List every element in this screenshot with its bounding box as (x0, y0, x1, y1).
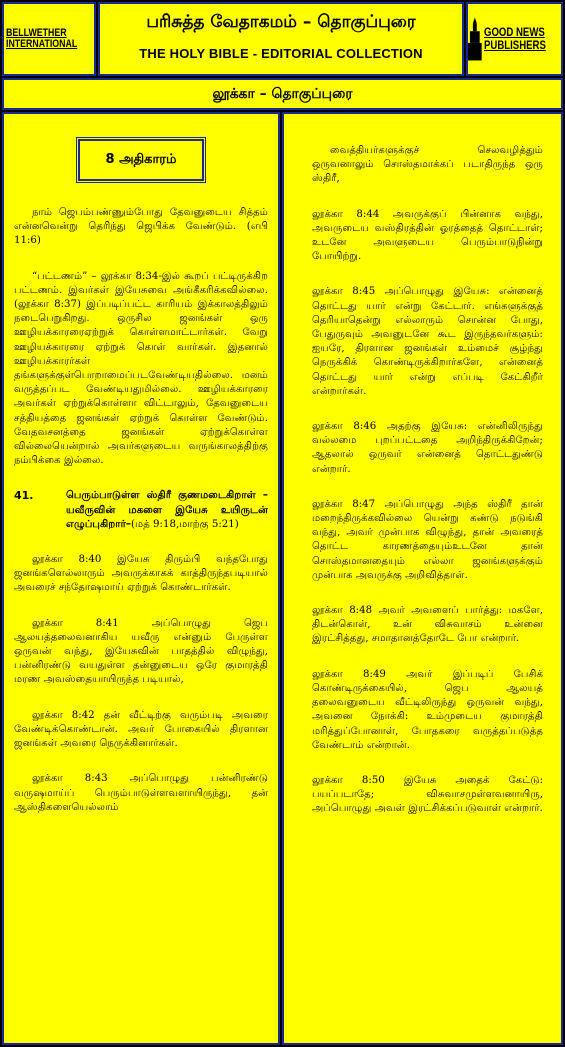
verse-paragraph: லூக்கா 8:43 அப்பொழுது பன்னிரண்டு வருஷமாய்ப் பெரும்பாடுள்ளவளாயிருந்து, தன் ஆஸ்திகளையெல்லாம் (14, 773, 268, 813)
verse-paragraph: லூக்கா 8:40 இயேசு திரும்பி வந்தபோது ஜனங்களெல்லாரும் அவருக்காகக் காத்திருந்தபடியால் அவரைச் சந்தோஷமாய் ஏற்றுக் கொண்டார்கள். (14, 554, 268, 594)
section-heading (14, 489, 268, 532)
right-column-box (282, 112, 563, 1045)
goodnews-logo-text (484, 26, 546, 52)
goodnews-logo-icon (468, 17, 482, 61)
left-column-box (2, 112, 280, 1045)
left-column (14, 206, 268, 1043)
subtitle: லூக்கா – தொகுப்புரை (212, 86, 353, 102)
title-tamil: பரிசுத்த வேதாகமம் – தொகுப்புரை (146, 12, 416, 32)
goodnews-logo-box (466, 2, 563, 76)
verse-paragraph: வைத்தியர்களுக்குச் செலவழித்தும் ஒருவனாலும் சொஸ்தமாக்கப் படாதிருந்த ஒரு ஸ்திரீ, (312, 145, 543, 185)
commentary-paragraph: “பட்டணம்” – லூக்கா 8:34-இல் கூறப் பட்டிருக்கிற பட்டணம். இவர்கள் இயேசுவை அங்கீகரிக்கவில்லை. (லூக்கா 8:37) இப்படிப்பட்ட காரியம் இக்காலத்திலும் நடைபெறுகிறது. ஒருசில ஜனங்கள் ஒரு ஊழியக்காரரைஏற்றுக் கொள்ளமாட்டார்கள். வேறு ஊழியக்காரரை ஏற்றுக் கொள் வார்கள். இதனால் ஊழியக்காரர்கள் தங்களுக்குள்பொறாமைப்படவேண்டியதில்லை. மனம் வருத்தப்பட வேண்டியதுமில்லை. ஊழியக்காரரை அவர்கள் ஏற்றுக்கொள்ளா விட்டாலும், தேவனுடைய சத்தியத்தை ஜனங்கள் ஏற்றுக் கொள்ள வேண்டும். வேதவசனத்தை ஜனங்கள் ஏற்றுக்கொள்ள வில்லையென்றால் அவர்களுடைய வருங்காலத்திற்கு நம்பிக்கை இல்லை. (14, 270, 268, 467)
bellwether-logo-text (6, 28, 77, 50)
verse-paragraph: லூக்கா 8:48 அவர் அவளைப் பார்த்து: மகளே, திடன்கொள், உன் விசுவாசம் உன்னை இரட்சித்தது, சமாதானத்தோடே போ என்றார். (312, 605, 543, 645)
bellwether-logo-box (2, 2, 96, 76)
verse-paragraph: லூக்கா 8:50 இயேசு அதைக் கேட்டு: பயப்படாதே; விசுவாசமுள்ளவனாயிரு, அப்பொழுது அவள் இரட்சிக்கப்படுவாள் என்றார். (312, 774, 543, 815)
verse-paragraph: லூக்கா 8:42 தன் வீட்டிற்கு வரும்படி அவரை வேண்டிக்கொண்டான். அவர் போகையில் திரளான ஜனங்கள் அவரை நெருக்கினார்கள். (14, 709, 268, 750)
verse-paragraph: லூக்கா 8:46 அதற்கு இயேசு: என்னிலிருந்து வல்லமை புறப்பட்டதை அறிந்திருக்கிறேன்; ஆதலால் ஒருவர் என்னைத் தொட்டதுண்டு என்றார். (312, 421, 543, 475)
logo-line2: PUBLISHERS (483, 38, 546, 52)
title-box (98, 2, 464, 76)
logo-line1: BELLWETHER (5, 27, 67, 39)
verse-paragraph: லூக்கா 8:41 அப்பொழுது ஜெப ஆலயத்தலைவனாகிய யவீரு என்னும் பேருள்ள ஒருவன் வந்து, இயேசுவின் பாதத்தில் விழுந்து, பன்னிரண்டு வயதுள்ள தன்னுடைய ஒரே குமாரத்தி மரண அவஸ்தையாயிருந்த படியால், (14, 617, 268, 686)
verse-paragraph: லூக்கா 8:49 அவர் இப்படிப் பேசிக் கொண்டிருக்கையில், ஜெப ஆலயத் தலைவனுடைய வீட்டிலிருந்து ஒருவன் வந்து, அவனை நோக்கி: உம்முடைய குமாரத்தி மரித்துப்போனாள், போதகரை வருத்தப்படுத்த வேண்டாம் என்றான். (312, 668, 543, 751)
right-column (312, 144, 543, 1043)
section-heading-title: பெரும்பாடுள்ள ஸ்திரீ குணமடைகிறாள் – யவீருவின் மகளை இயேசு உயிருடன் எழுப்புகிறார்– (66, 490, 268, 530)
verse-paragraph: லூக்கா 8:45 அப்பொழுது இயேசு: என்னைத் தொட்டது யார் என்று கேட்டார். எங்களுக்குத் தெரியாதென்று எல்லாரும் சொன்ன போது, பேதுருவும் அவனுடனே கூட இருந்தவர்களும்: ஐயரே, திரளான ஜனங்கள் உம்மைச் சூழ்ந்து நெருக்கிக் கொண்டிருக்கிறார்களே, என்னைத் தொட்டது யார் என்று எப்படி கேட்கிறீர் என்றார்கள். (312, 286, 543, 397)
chapter-title: 8 அதிகாரம் (78, 139, 204, 181)
logo-line2: INTERNATIONAL (5, 38, 77, 50)
title-english: THE HOLY BIBLE - EDITORIAL COLLECTION (139, 46, 423, 61)
section-reference: (மத் 9:18,மாற்கு 5:21) (131, 518, 239, 530)
logo-line1: GOOD NEWS (483, 25, 545, 39)
intro-paragraph: நாம் ஜெபம்பண்ணும்போது தேவனுடைய சித்தம் என்னவென்று தெரிந்து ஜெபிக்க வேண்டும். (எபி 11:6) (14, 207, 268, 247)
section-number: 41. (14, 489, 34, 503)
subtitle-box (2, 78, 563, 110)
section-heading-text (66, 489, 268, 532)
verse-paragraph: லூக்கா 8:47 அப்பொழுது அந்த ஸ்திரீ தான் மறைந்திருக்கவில்லை யென்று கண்டு நடுங்கி வந்து, அவர் முன்பாக விழுந்து, தான் அவரைத் தொட்ட காரணத்தையும்உடனே தான் சொஸ்தமானதையும் எல்லா ஜனங்களுக்கும் முன்பாக அவருக்கு அறிவித்தாள். (312, 498, 543, 581)
verse-paragraph: லூக்கா 8:44 அவருக்குப் பின்னாக வந்து, அவருடைய வஸ்திரத்தின் ஓரத்தைத் தொட்டாள்; உடனே அவளுடைய பெரும்பாடுநின்று போயிற்று. (312, 208, 543, 263)
